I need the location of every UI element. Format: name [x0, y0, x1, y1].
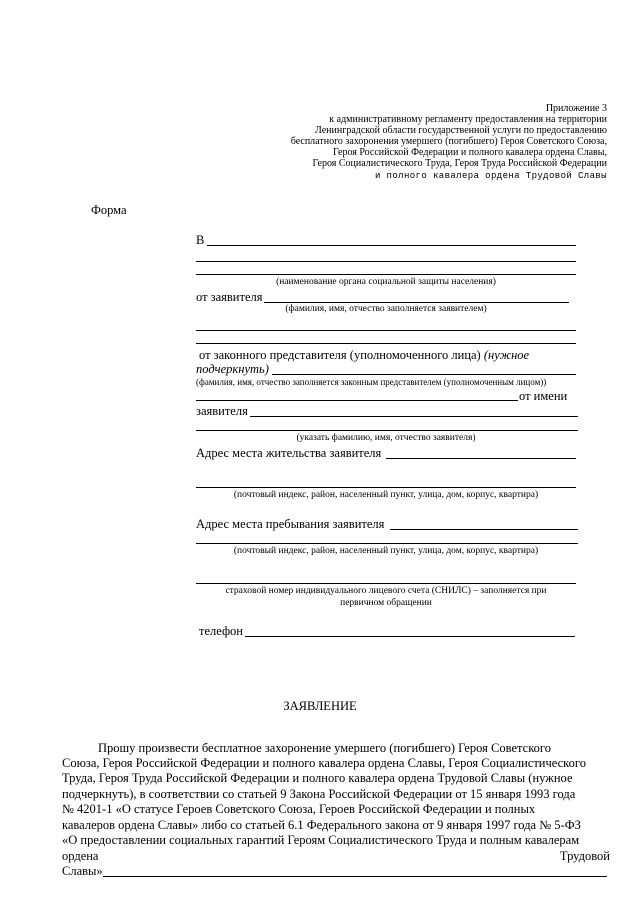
appendix-line: Героя Российской Федерации и полного кавалера ордена Славы, [333, 147, 607, 158]
snils-caption-2: первичном обращении [340, 598, 432, 608]
snils-caption-1: страховой номер индивидуального лицевого счета (СНИЛС) – заполняется при [225, 586, 547, 596]
residence-caption: (почтовый индекс, район, населенный пункт, улица, дом, корпус, квартира) [233, 490, 539, 500]
to-prefix: В [196, 233, 205, 247]
appendix-line: и полного кавалера ордена Трудовой Славы [374, 171, 607, 181]
statement-line: Труда, Героя Труда Российской Федерации и полного кавалера ордена Трудовой Славы (нужное [62, 771, 573, 785]
applicant-line[interactable] [264, 302, 569, 303]
phone-label: телефон [199, 624, 243, 638]
authority-line-3[interactable] [196, 274, 576, 275]
statement-fill-line[interactable] [103, 876, 607, 877]
phone-line[interactable] [245, 636, 575, 637]
on-behalf-line[interactable] [196, 400, 518, 401]
statement-line: № 4201-1 «О статусе Героев Советского Союза, Героев Российской Федерации и полных [62, 802, 536, 816]
statement-line: «О предоставлении социальных гарантий Героям Социалистического Труда и полным кавалерам [62, 833, 580, 847]
residence-line[interactable] [386, 458, 576, 459]
statement-title: ЗАЯВЛЕНИЕ [283, 699, 357, 713]
representative-note: (нужное [483, 348, 530, 362]
representative-label-text: от законного представителя (уполномоченного лица) [199, 348, 481, 362]
statement-line: Союза, Героя Российской Федерации и полного кавалера ордена Славы, Героя Социалистического [62, 756, 586, 770]
applicant-line-2[interactable] [196, 330, 576, 331]
on-behalf-label: от имени [519, 389, 568, 403]
authority-line-2[interactable] [196, 261, 576, 262]
appendix-line: Ленинградской области государственной услуги по предоставлению [315, 125, 607, 136]
residence-line-2[interactable] [196, 487, 576, 488]
statement-line-slavy: Славы» [62, 864, 103, 878]
applicant-line-3[interactable] [196, 343, 576, 344]
stay-caption: (почтовый индекс, район, населенный пункт, улица, дом, корпус, квартира) [233, 546, 539, 556]
stay-label: Адрес места пребывания заявителя [196, 517, 385, 531]
representative-line[interactable] [272, 374, 576, 375]
statement-line: подчеркнуть), в соответствии со статьей 9 Закона Российской Федерации от 15 января 1993 года [62, 787, 576, 801]
applicant-prefix: от заявителя [196, 290, 263, 304]
applicant-name-line-2[interactable] [196, 430, 578, 431]
representative-label [199, 348, 529, 363]
snils-line[interactable] [196, 583, 576, 584]
applicant-name-line[interactable] [250, 416, 578, 417]
statement-line: кавалеров ордена Славы» либо со статьей 6.1 Федерального закона от 9 января 1997 года № 5-ФЗ [62, 818, 581, 832]
applicant-name-caption: (указать фамилию, имя, отчество заявителя) [296, 433, 476, 443]
form-label: Форма [91, 203, 127, 217]
appendix-title: Приложение 3 [545, 103, 607, 114]
applicant-caption: (фамилия, имя, отчество заполняется заявителем) [285, 304, 487, 314]
representative-note-2: подчеркнуть) [196, 362, 269, 376]
authority-line-1[interactable] [207, 245, 576, 246]
appendix-line: Героя Социалистического Труда, Героя Труда Российской Федерации [312, 158, 607, 169]
residence-label: Адрес места жительства заявителя [196, 446, 382, 460]
applicant-word: заявителя [196, 404, 248, 418]
appendix-line: к административному регламенту предоставления на территории [329, 114, 607, 125]
statement-line: Прошу произвести бесплатное захоронение умершего (погибшего) Героя Советского [98, 741, 551, 755]
appendix-line: бесплатного захоронения умершего (погибшего) Героя Советского Союза, [290, 136, 607, 147]
representative-caption: (фамилия, имя, отчество заполняется законным представителем (уполномоченным лицом)) [196, 377, 547, 387]
authority-caption: (наименование органа социальной защиты населения) [276, 277, 496, 287]
stay-line-2[interactable] [196, 543, 578, 544]
statement-line-ordena: ордена [62, 849, 99, 863]
statement-line-trudovoy: Трудовой [559, 849, 610, 863]
stay-line[interactable] [390, 529, 578, 530]
